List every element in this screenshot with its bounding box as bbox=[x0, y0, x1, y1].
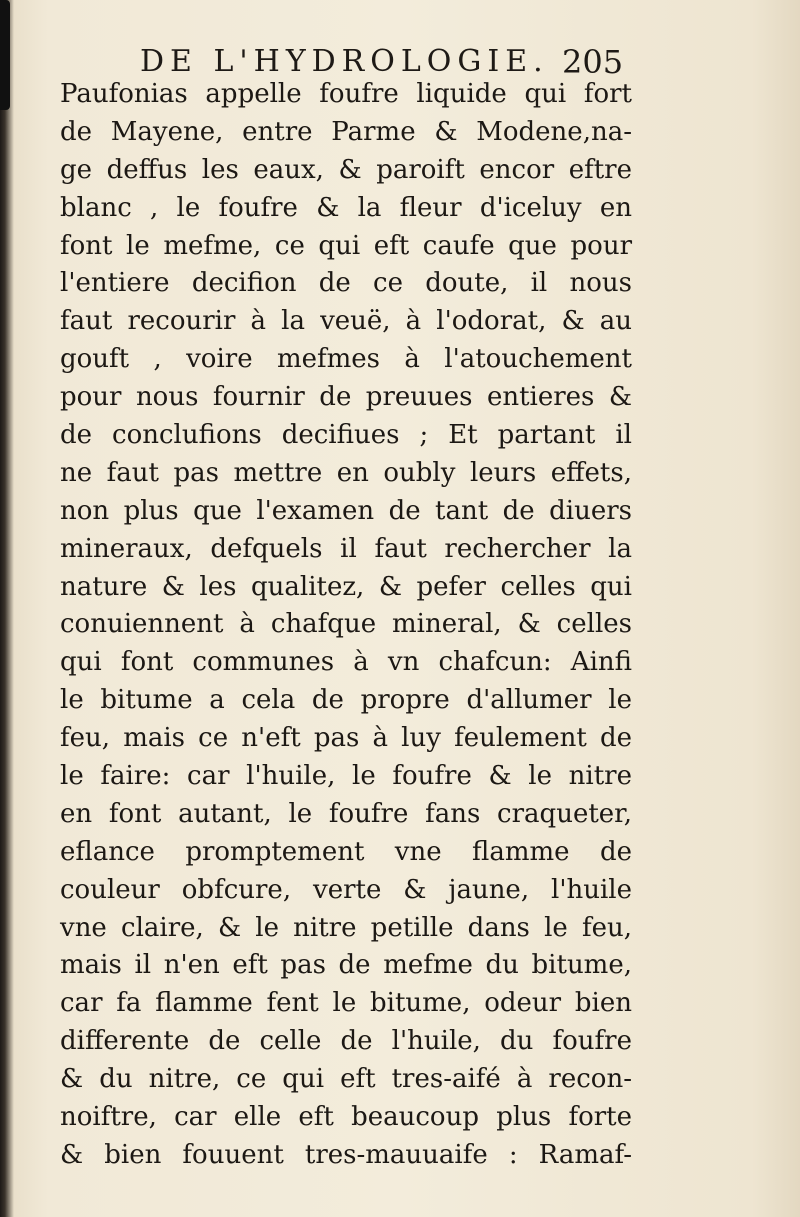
text-line: qui font communes à vn chafcun: Ainfi bbox=[60, 647, 632, 678]
text-line: vne claire, & le nitre petille dans le feu, bbox=[60, 912, 632, 943]
text-line: non plus que l'examen de tant de diuers bbox=[60, 495, 632, 526]
text-line: feu, mais ce n'eft pas à luy feulement de bbox=[60, 723, 632, 754]
text-line: de conclufions decifiues ; Et partant il bbox=[60, 420, 632, 451]
body-text bbox=[60, 76, 632, 1175]
text-line: differente de celle de l'huile, du foufre bbox=[60, 1026, 632, 1057]
text-line: faut recourir à la veuë, à l'odorat, & au bbox=[60, 306, 632, 337]
text-line: & du nitre, ce qui eft tres-aifé à recon- bbox=[60, 1064, 632, 1095]
text-line: car fa flamme fent le bitume, odeur bien bbox=[60, 988, 632, 1019]
text-line: blanc , le foufre & la fleur d'iceluy en bbox=[60, 192, 632, 223]
text-line: Paufonias appelle foufre liquide qui fort bbox=[60, 79, 632, 109]
binding-edge-mark bbox=[0, 0, 10, 110]
text-line: mineraux, defquels il faut rechercher la bbox=[60, 533, 632, 564]
text-line: noiftre, car elle eft beaucoup plus forte bbox=[60, 1102, 632, 1133]
text-line: mais il n'en eft pas de mefme du bitume, bbox=[60, 950, 632, 981]
binding-shadow bbox=[0, 0, 14, 1217]
text-line: l'entiere decifion de ce doute, il nous bbox=[60, 268, 632, 299]
text-line: eflance promptement vne flamme de bbox=[60, 836, 632, 867]
running-head: DE L'HYDROLOGIE. bbox=[140, 44, 549, 79]
text-line: ge deffus les eaux, & paroift encor eftre bbox=[60, 154, 632, 185]
page-number: 205 bbox=[562, 43, 624, 81]
text-line: le bitume a cela de propre d'allumer le bbox=[60, 685, 632, 716]
text-line: & bien fouuent tres-mauuaife : Ramaf- bbox=[60, 1139, 632, 1170]
text-line: de Mayene, entre Parme & Modene,na- bbox=[60, 116, 632, 147]
text-line: pour nous fournir de preuues entieres & bbox=[60, 382, 632, 413]
text-line: nature & les qualitez, & pefer celles qui bbox=[60, 571, 632, 602]
text-line: font le mefme, ce qui eft caufe que pour bbox=[60, 230, 632, 261]
text-line: en font autant, le foufre fans craqueter, bbox=[60, 798, 632, 829]
text-line: gouft , voire mefmes à l'atouchement bbox=[60, 344, 632, 375]
text-line: conuiennent à chafque mineral, & celles bbox=[60, 609, 632, 640]
text-line: le faire: car l'huile, le foufre & le nitre bbox=[60, 761, 632, 792]
text-line: ne faut pas mettre en oubly leurs effets, bbox=[60, 457, 632, 488]
text-line: couleur obfcure, verte & jaune, l'huile bbox=[60, 874, 632, 905]
